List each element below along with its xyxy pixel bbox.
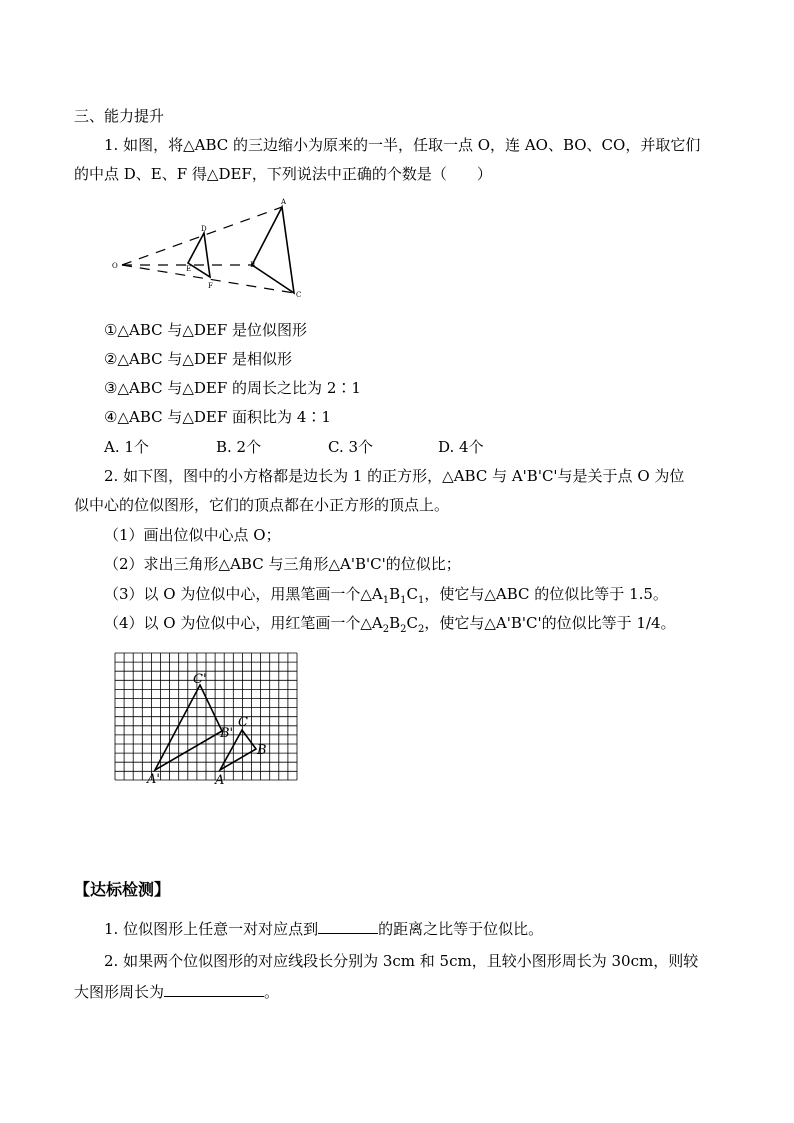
label-f: F bbox=[208, 282, 213, 290]
q2-text-line2: 似中心的位似图形，它们的顶点都在小正方形的顶点上。 bbox=[74, 496, 450, 514]
statement-3: ③△ABC 与△DEF 的周长之比为 2∶1 bbox=[104, 379, 361, 397]
grid-figure bbox=[115, 653, 297, 788]
check-q1: 1. 位似图形上任意一对对应点到 的距离之比等于位似比。 bbox=[104, 920, 544, 938]
choice-a: A. 1个 bbox=[104, 438, 149, 456]
check-q2-line1: 2. 如果两个位似图形的对应线段长分别为 3cm 和 5cm，且较小图形周长为 30cm，则较 bbox=[104, 952, 699, 970]
triangle-a1b1c1 bbox=[155, 685, 222, 770]
q2-sub3: （3）以 O 为位似中心，用黑笔画一个$\triangle A_1B_1C_1$，使它与△ABC 的位似比等于 1.5。 bbox=[104, 585, 668, 606]
label-b-grid: B bbox=[257, 743, 267, 758]
q1-text-line2: 的中点 D、E、F 得△DEF，下列说法中正确的个数是（ ） bbox=[74, 165, 492, 183]
q2-sub1: （1）画出位似中心点 O； bbox=[104, 526, 281, 544]
label-o: O bbox=[112, 262, 118, 270]
label-a-grid: A bbox=[215, 773, 225, 788]
choice-c: C. 3个 bbox=[328, 438, 374, 456]
section-title: 三、能力提升 bbox=[74, 107, 165, 125]
label-a: A bbox=[281, 198, 287, 206]
label-b-prime: B' bbox=[220, 726, 234, 741]
label-c-prime: C' bbox=[193, 672, 207, 687]
q2-sub4: （4）以 O 为位似中心，用红笔画一个$\triangle A_2B_2C_2$，使它与△A'B'C'的位似比等于 1/4。 bbox=[104, 614, 676, 635]
choice-d: D. 4个 bbox=[438, 438, 484, 456]
statement-4: ④△ABC 与△DEF 面积比为 4∶1 bbox=[104, 408, 331, 426]
label-e: E bbox=[186, 265, 192, 273]
statement-1: ①△ABC 与△DEF 是位似图形 bbox=[104, 321, 308, 339]
homothety-figure bbox=[100, 195, 320, 305]
q2-sub2: （2）求出三角形△ABC 与三角形△A'B'C'的位似比； bbox=[104, 555, 461, 573]
check-q2-line2: 大图形周长为 。 bbox=[74, 983, 280, 1001]
label-b: B bbox=[250, 261, 256, 269]
choice-b: B. 2个 bbox=[216, 438, 262, 456]
check-section-title: 【达标检测】 bbox=[74, 880, 171, 899]
answer-blank-2[interactable] bbox=[164, 982, 264, 997]
answer-blank-1[interactable] bbox=[318, 919, 378, 934]
triangle-abc bbox=[252, 207, 294, 293]
label-c-grid: C bbox=[238, 715, 248, 730]
label-c: C bbox=[296, 291, 302, 299]
q1-text-line1: 1. 如图，将△ABC 的三边缩小为原来的一半，任取一点 O，连 AO、BO、CO，并取它们 bbox=[104, 136, 701, 154]
label-a-prime: A' bbox=[147, 772, 160, 787]
label-d: D bbox=[201, 225, 207, 233]
statement-2: ②△ABC 与△DEF 是相似形 bbox=[104, 350, 293, 368]
q2-text-line1: 2. 如下图，图中的小方格都是边长为 1 的正方形，△ABC 与 A'B'C'与是关于点 O 为位 bbox=[104, 467, 685, 485]
